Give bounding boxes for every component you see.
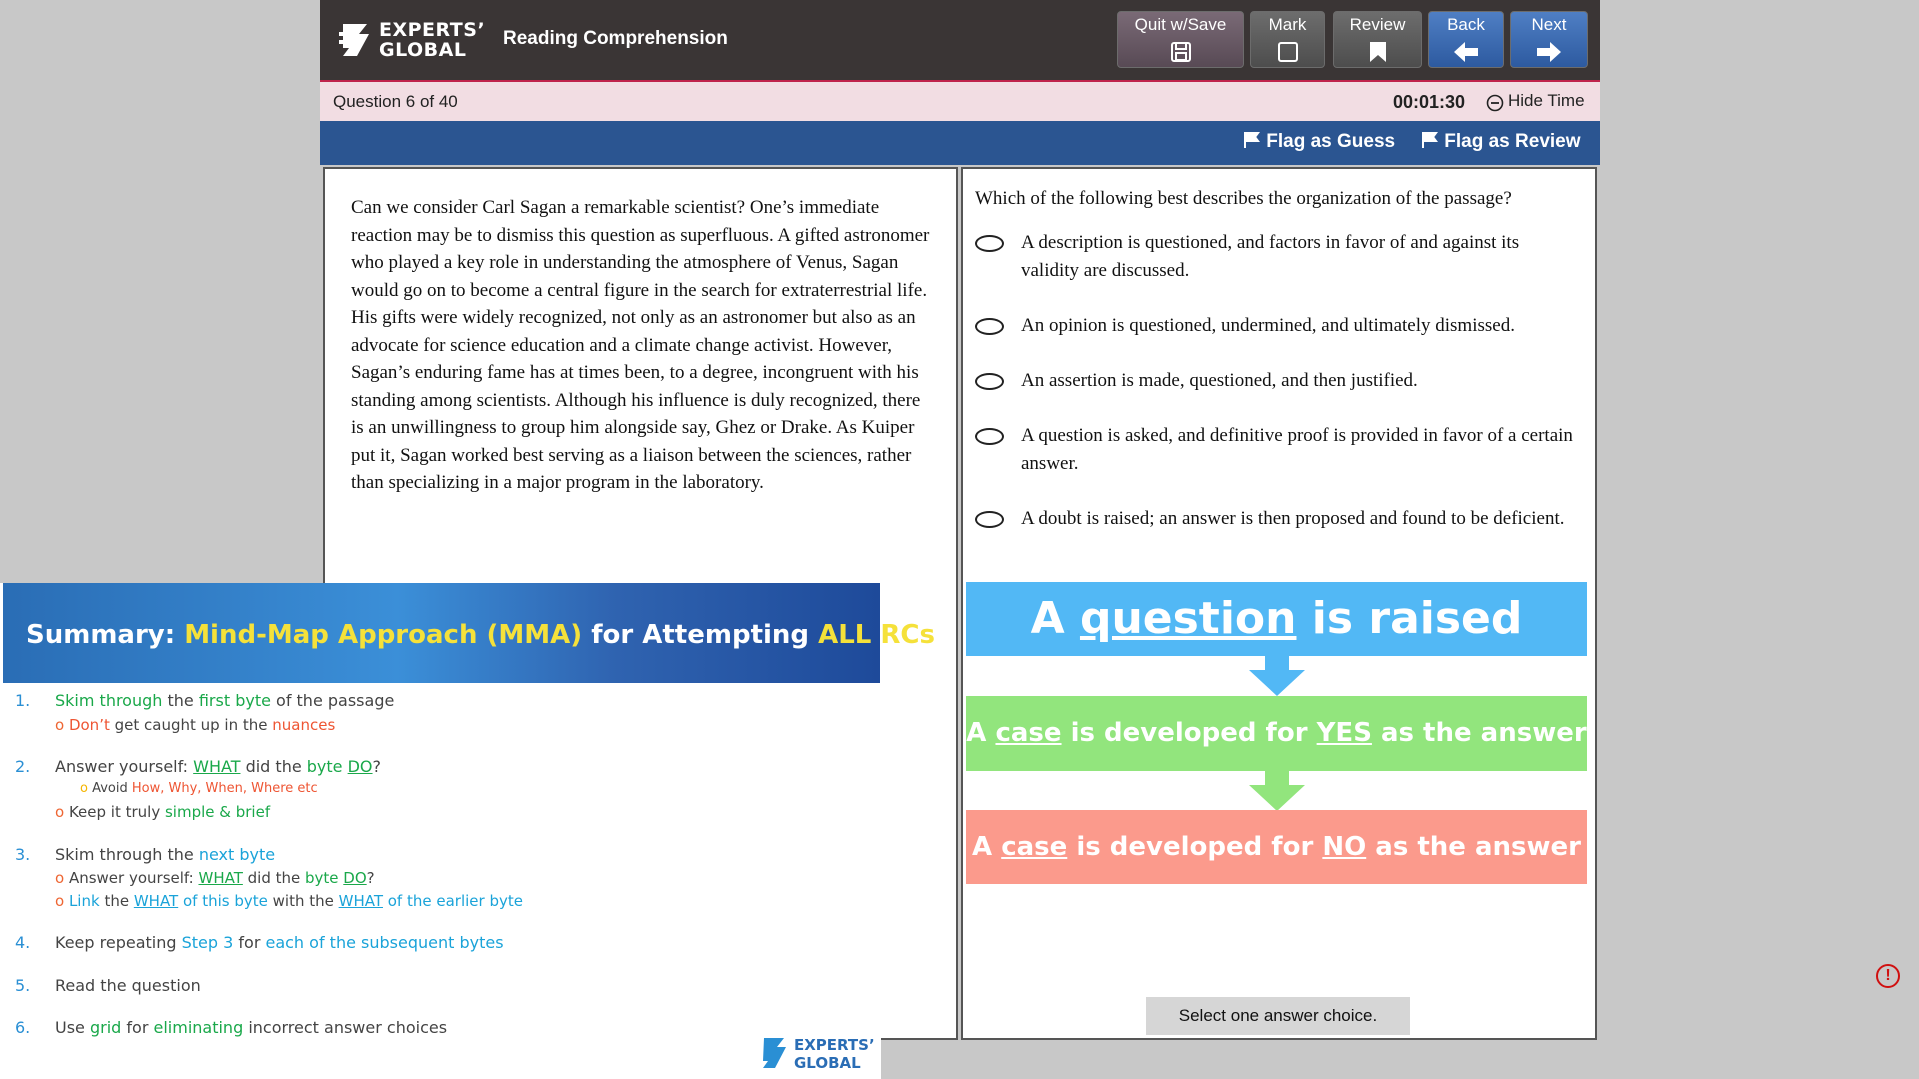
logo-icon xyxy=(760,1035,788,1071)
step-2: Answer yourself: WHAT did the byte DO? xyxy=(55,757,382,776)
section-title: Reading Comprehension xyxy=(503,28,728,49)
arrow-right-icon xyxy=(1536,41,1562,63)
answer-option-c[interactable] xyxy=(975,367,1585,395)
question-counter: Question 6 of 40 xyxy=(333,92,458,111)
answer-option-b[interactable] xyxy=(975,312,1585,340)
flag-as-guess-button[interactable] xyxy=(1243,131,1395,153)
answer-option-e[interactable] xyxy=(975,505,1585,561)
next-label: Next xyxy=(1531,15,1567,34)
quit-save-button[interactable] xyxy=(1117,11,1244,68)
flag-icon xyxy=(1243,131,1261,149)
logo-text-line2: GLOBAL xyxy=(379,39,467,61)
answer-option-text: An assertion is made, questioned, and then justified. xyxy=(1021,370,1418,391)
review-label: Review xyxy=(1349,15,1406,34)
answer-option-text: An opinion is questioned, undermined, and ultimately dismissed. xyxy=(1021,315,1515,336)
alert-icon[interactable]: ! xyxy=(1876,964,1900,988)
floppy-disk-icon xyxy=(1170,41,1192,63)
flag-as-review-label: Flag as Review xyxy=(1444,131,1581,152)
step-3: Skim through the next byte xyxy=(55,845,276,864)
step-3-sub-2: o Link the WHAT of this byte with the WHAT of the earlier byte xyxy=(55,892,523,910)
diagram-box-question-raised: A question is raised xyxy=(966,582,1587,656)
answer-option-text: A description is questioned, and factors in favor of and against its validity are discussed. xyxy=(1021,232,1520,281)
summary-title: Summary: Mind-Map Approach (MMA) for Attempting ALL RCs xyxy=(26,620,935,650)
flag-as-guess-label: Flag as Guess xyxy=(1266,131,1396,152)
step-number: 3. xyxy=(15,845,31,864)
arrow-left-icon xyxy=(1453,41,1479,63)
logo-text-line2: GLOBAL xyxy=(794,1054,861,1072)
logo-icon xyxy=(339,20,373,60)
logo-text-line1: EXPERTS’ xyxy=(794,1036,875,1054)
select-hint: Select one answer choice. xyxy=(1146,997,1410,1035)
review-button[interactable] xyxy=(1333,11,1422,68)
quit-save-label: Quit w/Save xyxy=(1134,15,1227,34)
timer: 00:01:30 xyxy=(1393,92,1466,112)
step-5: Read the question xyxy=(55,976,201,995)
question-stem: Which of the following best describes the organization of the passage? xyxy=(975,188,1512,209)
passage-text: Can we consider Carl Sagan a remarkable scientist? One’s immediate reaction may be to dismiss this question as superfluous. A gifted astronomer who played a key role in understanding the atmosphere of Venus, Sagan would go on to become a central figure in the search for extraterrestrial life. His gifts were widely recognized, not only as an astronomer but also as an advocate for science education and a climate change activist. However, Sagan’s enduring fame has at times been, to a degree, incongruent with his standing among scientists. Although his influence is duly recognized, there is an unwillingness to group him alongside say, Ghez or Drake. As Kuiper put it, Sagan worked best serving as a liaison between the sciences, rather than specializing in a major program in the laboratory. xyxy=(351,197,930,493)
flag-bar xyxy=(320,121,1600,165)
step-number: 5. xyxy=(15,976,31,995)
step-1-sub: o Don’t get caught up in the nuances xyxy=(55,716,336,734)
bookmark-icon xyxy=(1367,41,1389,63)
diagram-box-case-no: A case is developed for NO as the answer xyxy=(966,810,1587,884)
step-2-sub-1: o Avoid How, Why, When, Where etc xyxy=(80,781,318,796)
checkbox-icon xyxy=(1277,41,1299,63)
radio-button[interactable] xyxy=(975,428,1004,445)
hide-time-label: Hide Time xyxy=(1508,91,1585,110)
step-number: 2. xyxy=(15,757,31,776)
mark-label: Mark xyxy=(1268,15,1307,34)
step-number: 6. xyxy=(15,1018,31,1037)
radio-button[interactable] xyxy=(975,373,1004,390)
radio-button[interactable] xyxy=(975,511,1004,528)
answer-option-text: A question is asked, and definitive proof is provided in favor of a certain answer. xyxy=(1021,425,1573,474)
logo-text-line1: EXPERTS’ xyxy=(379,19,486,41)
mark-button[interactable] xyxy=(1250,11,1325,68)
step-6: Use grid for eliminating incorrect answer choices xyxy=(55,1018,448,1037)
step-2-sub-2: o Keep it truly simple & brief xyxy=(55,803,271,821)
radio-button[interactable] xyxy=(975,318,1004,335)
step-4: Keep repeating Step 3 for each of the subsequent bytes xyxy=(55,933,504,952)
radio-button[interactable] xyxy=(975,235,1004,252)
answer-option-d[interactable] xyxy=(975,422,1585,478)
down-arrow-connector xyxy=(1247,656,1307,696)
clock-minus-icon xyxy=(1486,94,1504,112)
diagram-box-case-yes: A case is developed for YES as the answer xyxy=(966,696,1587,771)
step-1: Skim through the first byte of the passage xyxy=(55,691,395,710)
step-number: 1. xyxy=(15,691,31,710)
step-number: 4. xyxy=(15,933,31,952)
flag-as-review-button[interactable] xyxy=(1421,131,1581,153)
answer-option-a[interactable] xyxy=(975,229,1585,285)
answer-option-text: A doubt is raised; an answer is then proposed and found to be deficient. xyxy=(1021,508,1565,529)
step-3-sub-1: o Answer yourself: WHAT did the byte DO? xyxy=(55,869,375,887)
down-arrow-connector xyxy=(1247,771,1307,811)
flag-icon xyxy=(1421,131,1439,149)
back-button[interactable] xyxy=(1428,11,1504,68)
back-label: Back xyxy=(1447,15,1485,34)
next-button[interactable] xyxy=(1510,11,1588,68)
